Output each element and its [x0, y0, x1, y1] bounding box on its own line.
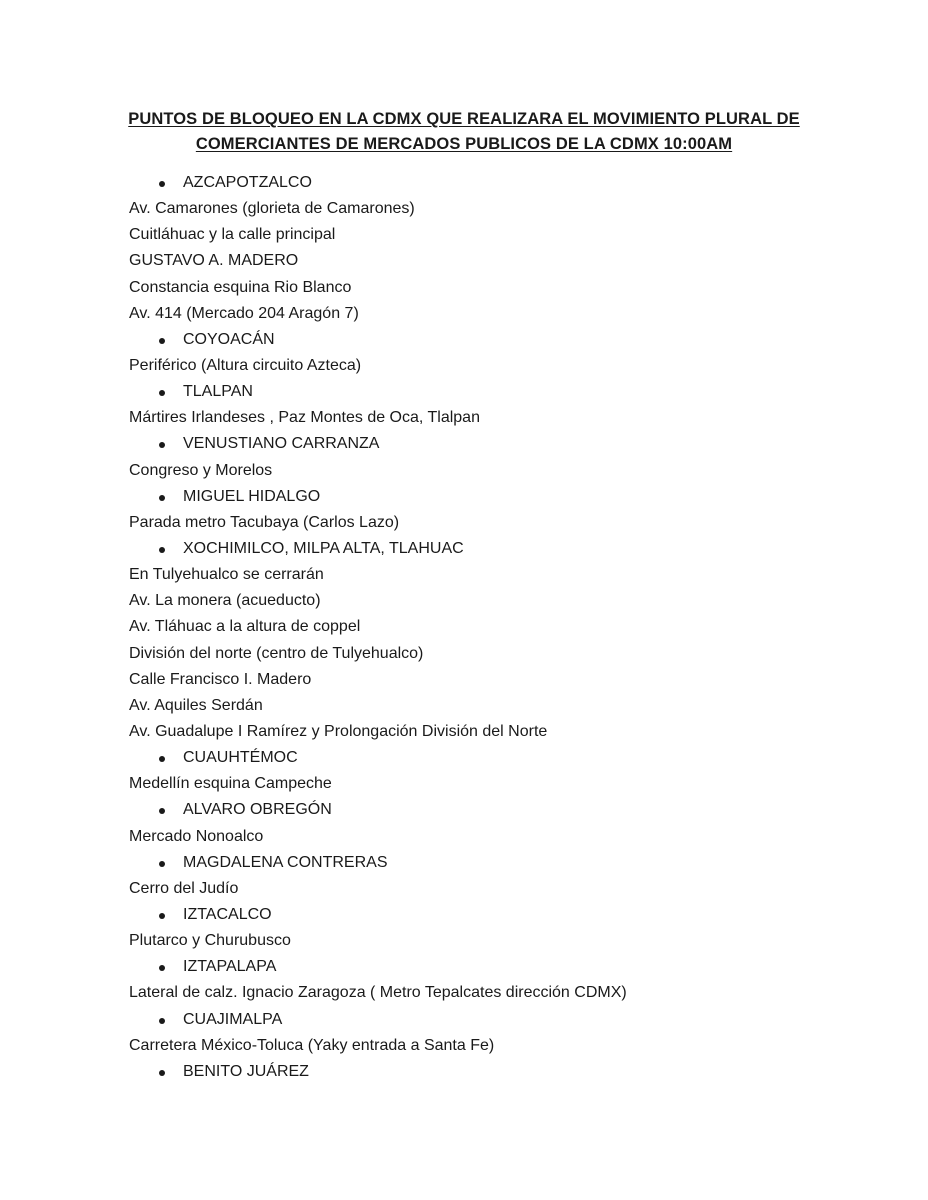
location-line: [129, 196, 889, 222]
location-text: Av. 414 (Mercado 204 Aragón 7): [129, 304, 359, 322]
location-text: Carretera México-Toluca (Yaky entrada a Santa Fe): [129, 1036, 495, 1054]
borough-name: IZTACALCO: [183, 905, 272, 923]
borough-heading: [129, 1059, 889, 1085]
location-line: [129, 248, 889, 274]
location-text: Congreso y Morelos: [129, 461, 273, 479]
location-text: Av. Tláhuac a la altura de coppel: [129, 618, 361, 636]
location-text: Plutarco y Churubusco: [129, 932, 291, 950]
title-line-1: PUNTOS DE BLOQUEO EN LA CDMX QUE REALIZARA EL MOVIMIENTO PLURAL DE: [128, 110, 800, 128]
bullet-icon: [159, 808, 165, 814]
borough-heading: [129, 327, 889, 353]
location-line: [129, 824, 889, 850]
borough-heading: [129, 797, 889, 823]
location-line: [129, 562, 889, 588]
location-line: [129, 353, 889, 379]
location-line: [129, 222, 889, 248]
location-line: [129, 641, 889, 667]
location-text: Constancia esquina Rio Blanco: [129, 278, 352, 296]
bullet-icon: [159, 861, 165, 867]
bullet-icon: [159, 1018, 165, 1024]
borough-heading: [129, 536, 889, 562]
location-line: [129, 667, 889, 693]
location-text: En Tulyehualco se cerrarán: [129, 566, 324, 584]
bullet-icon: [159, 390, 165, 396]
bullet-icon: [159, 913, 165, 919]
borough-name: BENITO JUÁREZ: [183, 1062, 309, 1080]
location-text: Cerro del Judío: [129, 879, 239, 897]
borough-name: COYOACÁN: [183, 330, 275, 348]
location-line: [129, 1033, 889, 1059]
borough-name: VENUSTIANO CARRANZA: [183, 435, 380, 453]
location-line: [129, 614, 889, 640]
location-text: Medellín esquina Campeche: [129, 775, 332, 793]
location-line: [129, 876, 889, 902]
borough-heading: [129, 1007, 889, 1033]
location-line: [129, 458, 889, 484]
location-text: Mártires Irlandeses , Paz Montes de Oca, Tlalpan: [129, 409, 480, 427]
bullet-icon: [159, 181, 165, 187]
location-text: GUSTAVO A. MADERO: [129, 252, 299, 270]
borough-name: ALVARO OBREGÓN: [183, 801, 332, 819]
location-text: Av. Guadalupe I Ramírez y Prolongación División del Norte: [129, 722, 548, 740]
bullet-icon: [159, 965, 165, 971]
location-line: [129, 719, 889, 745]
borough-name: IZTAPALAPA: [183, 958, 277, 976]
location-text: Calle Francisco I. Madero: [129, 670, 312, 688]
bullet-icon: [159, 756, 165, 762]
location-line: [129, 928, 889, 954]
borough-name: MIGUEL HIDALGO: [183, 487, 321, 505]
title-line-2: COMERCIANTES DE MERCADOS PUBLICOS DE LA CDMX 10:00AM: [195, 135, 733, 153]
location-line: [129, 301, 889, 327]
location-text: Cuitláhuac y la calle principal: [129, 226, 336, 244]
location-text: División del norte (centro de Tulyehualco): [129, 644, 424, 662]
bullet-icon: [159, 338, 165, 344]
borough-heading: [129, 850, 889, 876]
document-title: [60, 107, 868, 157]
location-text: Mercado Nonoalco: [129, 827, 264, 845]
borough-name: XOCHIMILCO, MILPA ALTA, TLAHUAC: [183, 539, 464, 557]
location-text: Av. Aquiles Serdán: [129, 696, 263, 714]
blockade-list: [129, 170, 889, 1085]
borough-heading: [129, 484, 889, 510]
location-line: [129, 405, 889, 431]
location-line: [129, 275, 889, 301]
borough-name: MAGDALENA CONTRERAS: [183, 853, 388, 871]
bullet-icon: [159, 547, 165, 553]
bullet-icon: [159, 442, 165, 448]
bullet-icon: [159, 495, 165, 501]
location-line: [129, 771, 889, 797]
borough-heading: [129, 954, 889, 980]
borough-heading: [129, 745, 889, 771]
location-text: Av. La monera (acueducto): [129, 592, 321, 610]
borough-heading: [129, 902, 889, 928]
location-text: Av. Camarones (glorieta de Camarones): [129, 200, 415, 218]
borough-heading: [129, 379, 889, 405]
location-line: [129, 588, 889, 614]
borough-heading: [129, 431, 889, 457]
location-text: Parada metro Tacubaya (Carlos Lazo): [129, 513, 400, 531]
location-text: Lateral de calz. Ignacio Zaragoza ( Metro Tepalcates dirección CDMX): [129, 984, 627, 1002]
borough-name: TLALPAN: [183, 383, 253, 401]
borough-name: CUAJIMALPA: [183, 1010, 283, 1028]
location-line: [129, 693, 889, 719]
borough-name: AZCAPOTZALCO: [183, 174, 312, 191]
location-line: [129, 980, 889, 1006]
bullet-icon: [159, 1070, 165, 1076]
borough-heading: [129, 170, 889, 196]
location-text: Periférico (Altura circuito Azteca): [129, 356, 362, 374]
borough-name: CUAUHTÉMOC: [183, 749, 298, 767]
location-line: [129, 510, 889, 536]
